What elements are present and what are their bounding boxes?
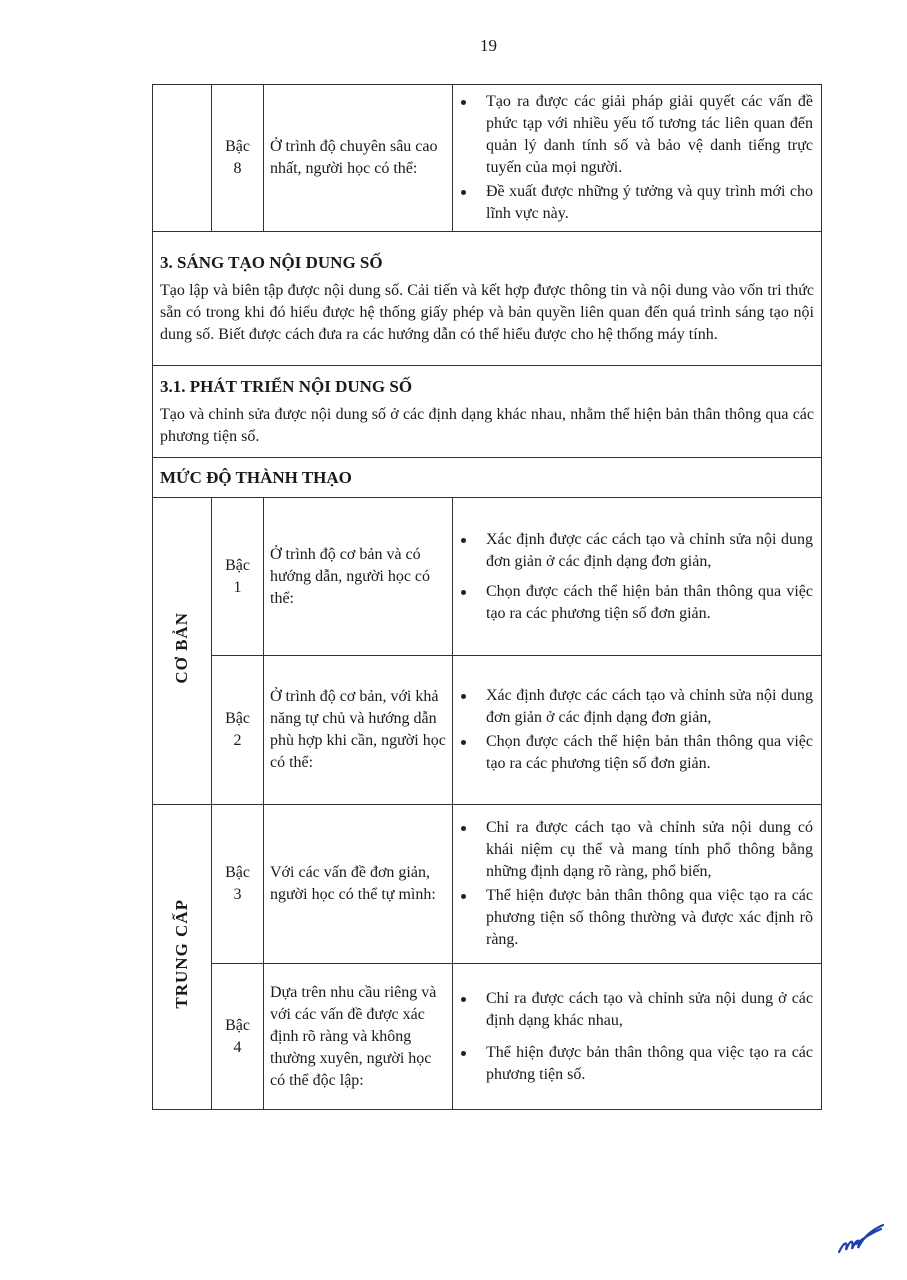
criteria-item: Thể hiện được bản thân thông qua việc tạo ra các phương tiện số thông thường và được xác định rõ ràng. — [486, 885, 813, 951]
table-row-level-2 — [153, 656, 822, 805]
criteria-item: Thể hiện được bản thân thông qua việc tạo ra các phương tiện số. — [486, 1042, 813, 1086]
criteria-cell — [453, 805, 822, 964]
level-label: Bậc — [225, 1016, 250, 1034]
level-label: Bậc — [225, 864, 250, 881]
group-label: CƠ BẢN — [172, 611, 191, 684]
level-cell — [212, 85, 264, 232]
table-row-level-4 — [153, 964, 822, 1110]
criteria-item: Chỉ ra được cách tạo và chỉnh sửa nội dung có khái niệm cụ thể và mang tính phổ thông bằng những định dạng rõ ràng, phổ biến, — [486, 817, 813, 883]
criteria-cell — [453, 85, 822, 232]
criteria-item: Xác định được các cách tạo và chỉnh sửa nội dung đơn giản ở các định dạng đơn giản, — [486, 685, 813, 729]
level-number: 8 — [233, 160, 242, 177]
level-cell — [212, 498, 264, 656]
level-cell — [212, 656, 264, 805]
table-row-level-1 — [153, 498, 822, 656]
level-label: Bậc — [225, 138, 250, 155]
section-3-1-row — [153, 366, 822, 458]
group-cell-basic — [153, 498, 212, 805]
proficiency-heading-row — [153, 458, 822, 498]
level-description: Ở trình độ cơ bản và có hướng dẫn, người học có thể: — [264, 498, 453, 656]
subsection-text: Tạo và chỉnh sửa được nội dung số ở các định dạng khác nhau, nhằm thể hiện bản thân thông qua các phương tiện số. — [160, 405, 814, 445]
page-number: 19 — [480, 36, 497, 55]
group-cell-intermediate — [153, 805, 212, 1110]
level-description: Dựa trên nhu cầu riêng và với các vấn đề được xác định rõ ràng và không thường xuyên, người học có thể độc lập: — [264, 964, 453, 1110]
level-cell — [212, 805, 264, 964]
criteria-cell — [453, 498, 822, 656]
criteria-cell — [453, 964, 822, 1110]
level-description: Ở trình độ chuyên sâu cao nhất, người học có thể: — [264, 85, 453, 232]
criteria-item: Xác định được các cách tạo và chỉnh sửa nội dung đơn giản ở các định dạng đơn giản, — [486, 529, 813, 573]
subsection-title: 3.1. PHÁT TRIỂN NỘI DUNG SỐ — [160, 376, 413, 396]
group-cell-empty — [153, 85, 212, 232]
criteria-cell — [453, 656, 822, 805]
level-number: 4 — [233, 1038, 242, 1056]
group-label: TRUNG CẤP — [172, 898, 191, 1009]
table-row-level-3 — [153, 805, 822, 964]
level-number: 1 — [233, 578, 242, 596]
proficiency-heading: MỨC ĐỘ THÀNH THẠO — [160, 467, 352, 487]
section-title: 3. SÁNG TẠO NỘI DUNG SỐ — [160, 252, 383, 272]
competency-table — [152, 84, 822, 1110]
level-description: Với các vấn đề đơn giản, người học có thể tự mình: — [264, 805, 453, 964]
signature-initial-icon — [836, 1222, 886, 1258]
criteria-item: Tạo ra được các giải pháp giải quyết các vấn đề phức tạp với nhiều yếu tố tương tác liên quan đến quản lý danh tính số và bảo vệ danh tiếng trực tuyến của mọi người. — [486, 91, 813, 179]
criteria-item: Đề xuất được những ý tưởng và quy trình mới cho lĩnh vực này. — [486, 181, 813, 225]
level-cell — [212, 964, 264, 1110]
level-number: 3 — [233, 886, 242, 903]
level-number: 2 — [233, 732, 242, 749]
criteria-item: Chỉ ra được cách tạo và chỉnh sửa nội dung ở các định dạng khác nhau, — [486, 988, 813, 1032]
table-row-level-8 — [153, 85, 822, 232]
level-label: Bậc — [225, 556, 250, 574]
criteria-item: Chọn được cách thể hiện bản thân thông qua việc tạo ra các phương tiện số đơn giản. — [486, 581, 813, 625]
section-text: Tạo lập và biên tập được nội dung số. Cải tiến và kết hợp được thông tin và nội dung vào vốn tri thức sẵn có trong khi đó hiểu được hệ thống giấy phép và bản quyền liên quan đến quá trình sáng tạo nội dung số. Biết được cách đưa ra các hướng dẫn có thể hiểu được cho hệ thống máy tính. — [160, 281, 814, 343]
level-description: Ở trình độ cơ bản, với khả năng tự chủ và hướng dẫn phù hợp khi cần, người học có thể: — [264, 656, 453, 805]
section-3-row — [153, 232, 822, 366]
level-label: Bậc — [225, 710, 250, 727]
criteria-item: Chọn được cách thể hiện bản thân thông qua việc tạo ra các phương tiện số đơn giản. — [486, 731, 813, 775]
